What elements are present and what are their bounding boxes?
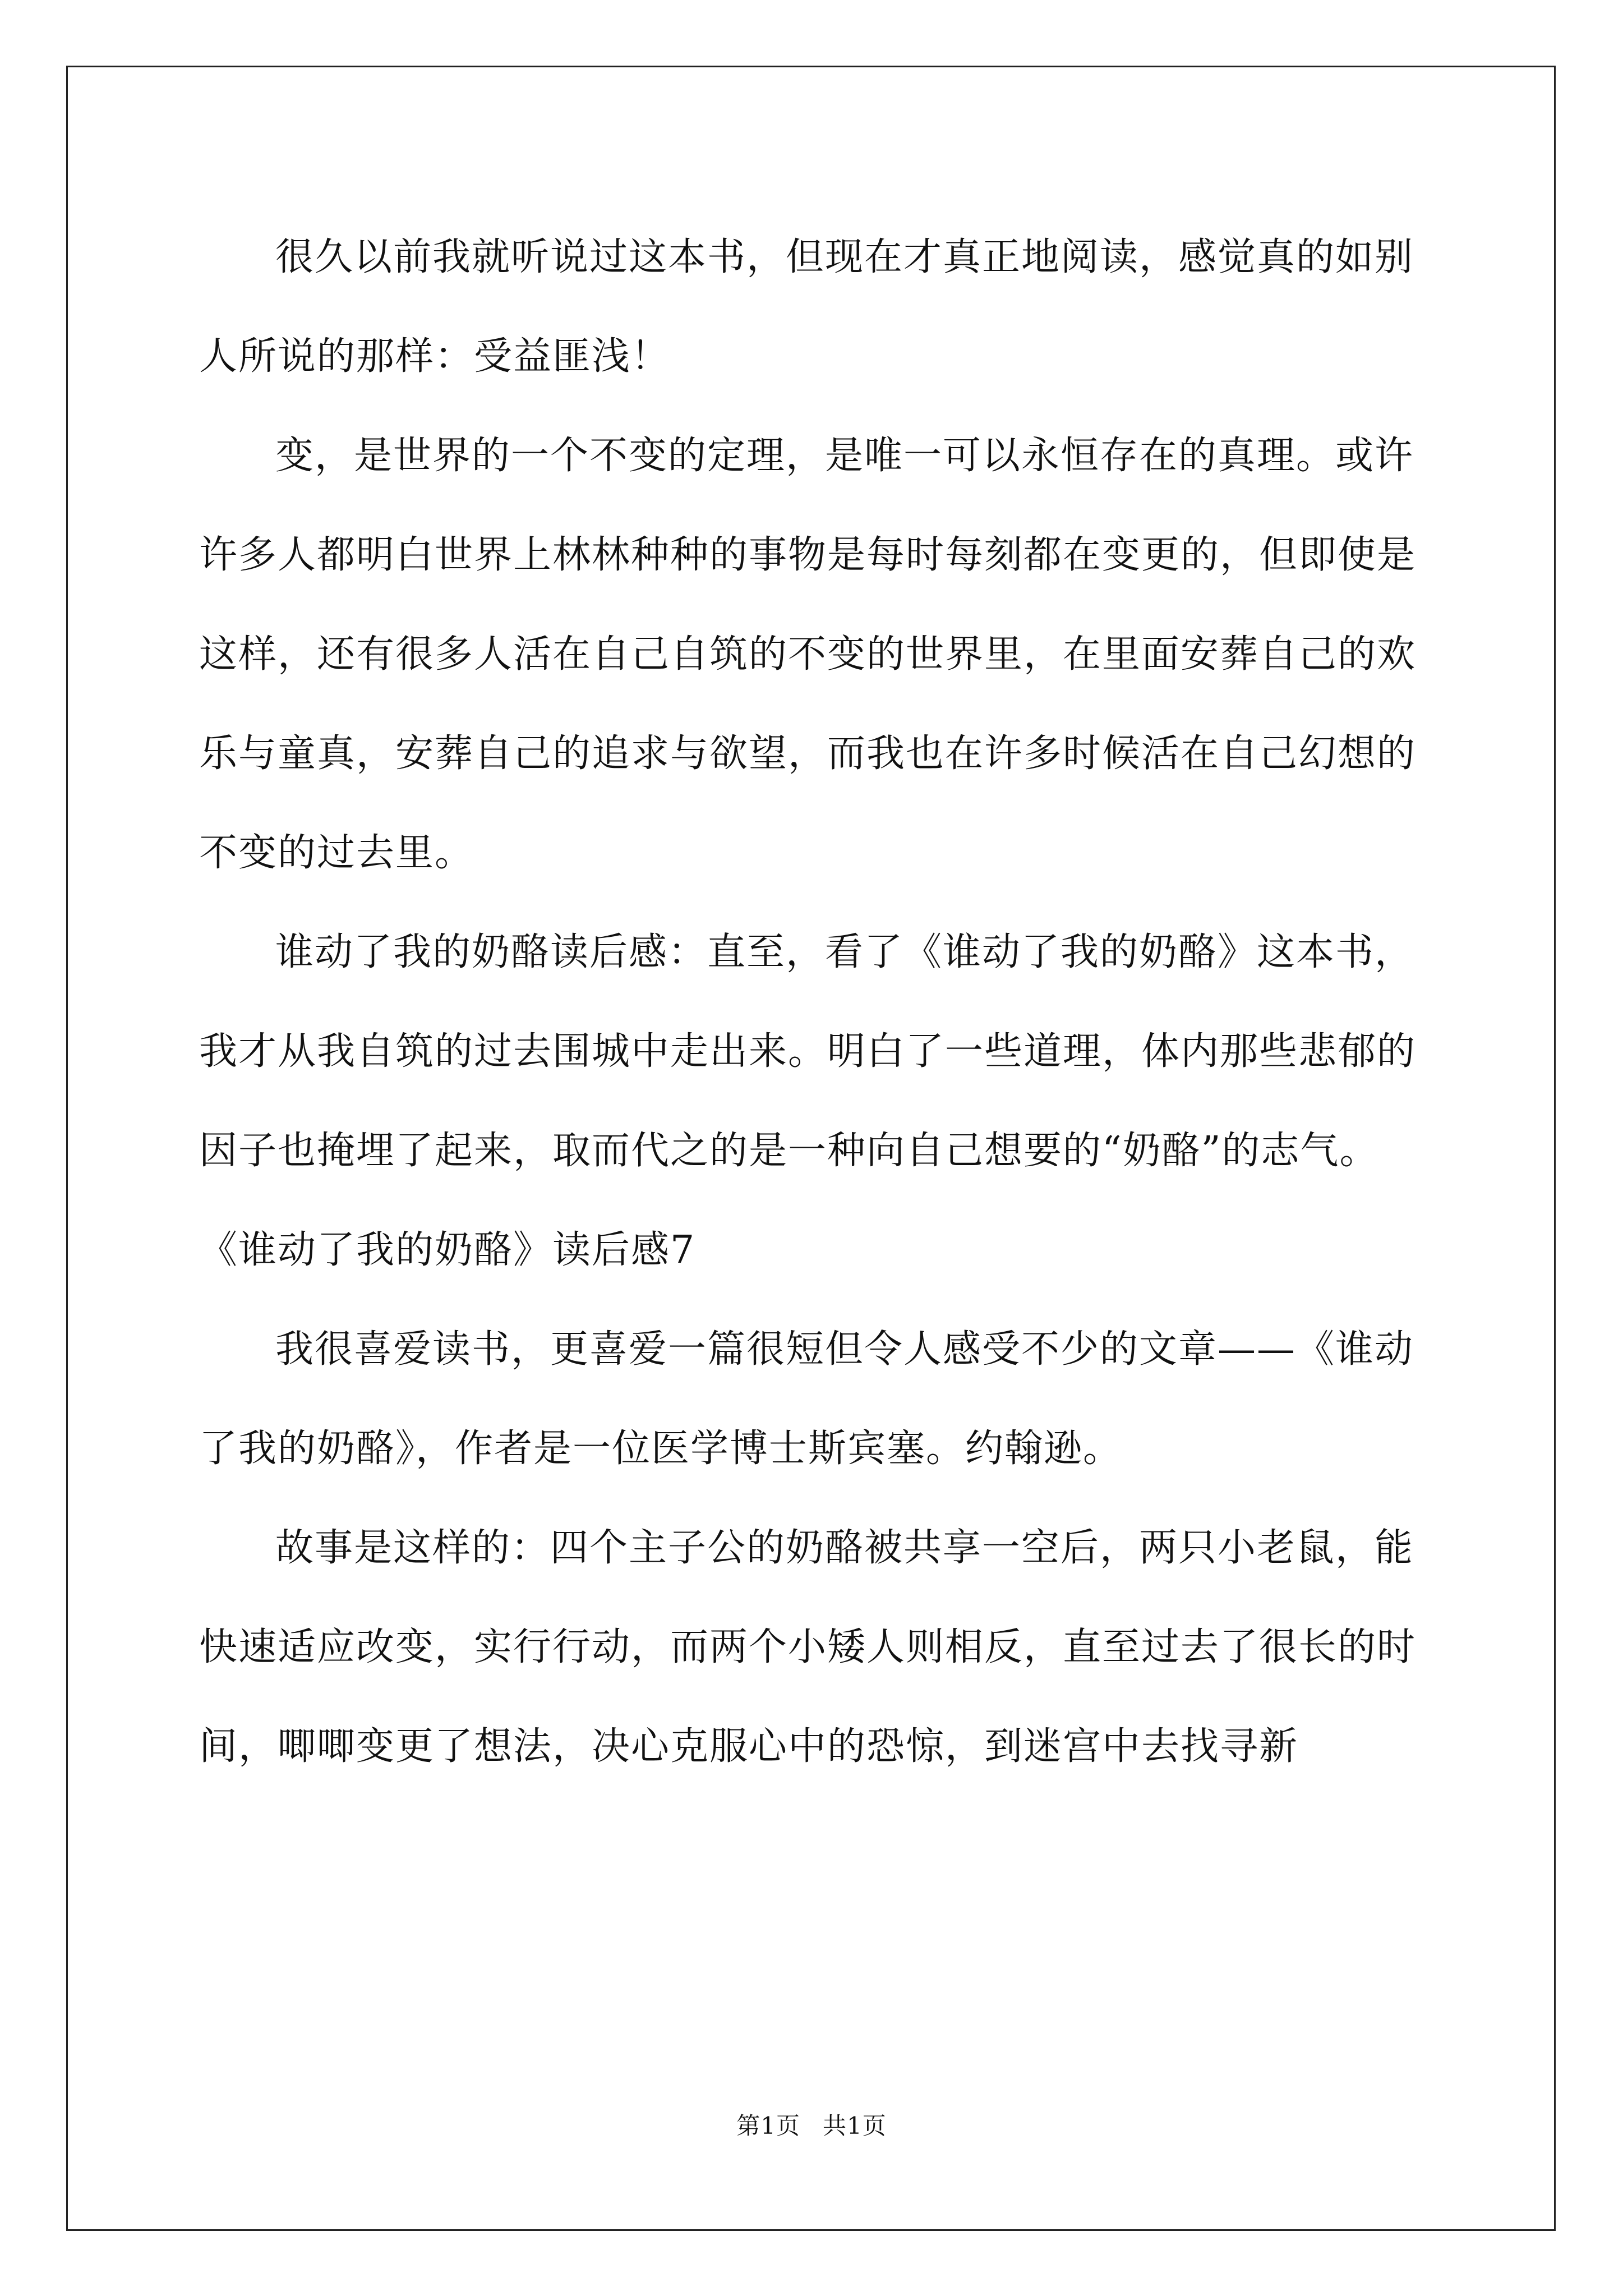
paragraph: 我很喜爱读书，更喜爱一篇很短但令人感受不少的文章——《谁动了我的奶酪》，作者是一位医学博士斯宾塞。约翰逊。 bbox=[199, 1327, 1414, 1471]
document-body bbox=[199, 208, 1433, 1796]
section-heading: 《谁动了我的奶酪》读后感7 bbox=[199, 1228, 696, 1272]
paragraph: 变，是世界的一个不变的定理，是唯一可以永恒存在的真理。或许许多人都明白世界上林林种种的事物是每时每刻都在变更的，但即使是这样，还有很多人活在自己自筑的不变的世界里，在里面安葬自己的欢乐与童真，安葬自己的追求与欲望，而我也在许多时候活在自己幻想的不变的过去里。 bbox=[199, 434, 1417, 875]
page-total: 共1页 bbox=[823, 2112, 887, 2139]
page-footer bbox=[0, 2109, 1623, 2143]
paragraph: 故事是这样的：四个主子公的奶酪被共享一空后，两只小老鼠，能快速适应改变，实行行动，而两个小矮人则相反，直至过去了很长的时间，唧唧变更了想法，决心克服心中的恐惊，到迷宫中去找寻新 bbox=[199, 1526, 1417, 1769]
page-number: 第1页 bbox=[736, 2112, 800, 2139]
paragraph: 谁动了我的奶酪读后感：直至，看了《谁动了我的奶酪》这本书，我才从我自筑的过去围城中走出来。明白了一些道理，体内那些悲郁的因子也掩埋了起来，取而代之的是一种向自己想要的“奶酪”的志气。 bbox=[199, 930, 1417, 1173]
paragraph: 很久以前我就听说过这本书，但现在才真正地阅读，感觉真的如别人所说的那样：受益匪浅！ bbox=[199, 235, 1414, 379]
